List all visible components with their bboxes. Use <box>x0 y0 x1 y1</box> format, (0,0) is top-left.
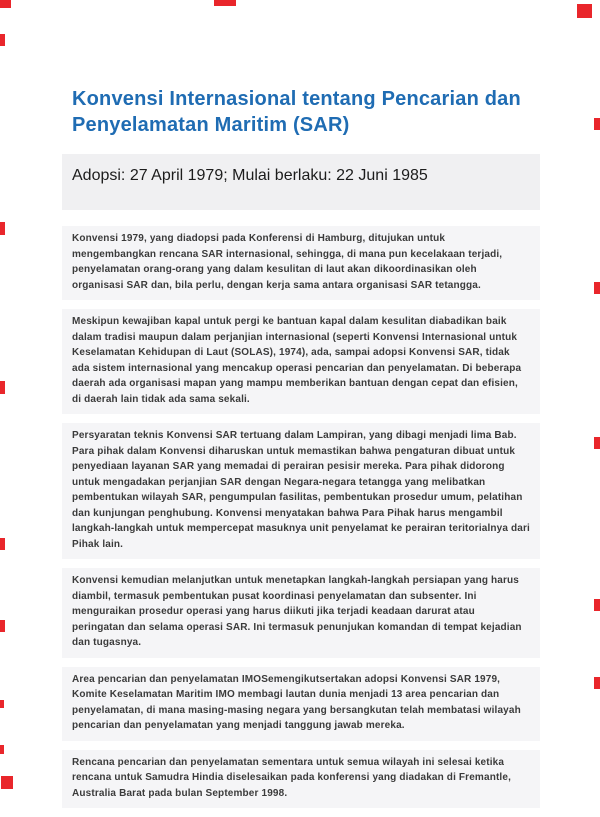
paragraph-4: Konvensi kemudian melanjutkan untuk menetapkan langkah-langkah persiapan yang harus diambil, termasuk pembentukan pusat koordinasi penyelamatan dan subsenter. Ini menguraikan prosedur operasi yang harus diikuti jika terjadi keadaan darurat atau peringatan dan selama operasi SAR. Ini termasuk penunjukan komandan di tempat kejadian dan tugasnya. <box>62 568 540 658</box>
red-edge-mark <box>0 745 4 754</box>
red-edge-mark <box>0 620 5 632</box>
paragraph-6: Rencana pencarian dan penyelamatan sementara untuk semua wilayah ini selesai ketika rencana untuk Samudra Hindia diselesaikan pada konferensi yang diadakan di Fremantle, Australia Barat pada bulan September 1998. <box>62 750 540 809</box>
red-edge-mark <box>0 0 11 8</box>
paragraph-5: Area pencarian dan penyelamatan IMOSemengikutsertakan adopsi Konvensi SAR 1979, Komite Keselamatan Maritim IMO membagi lautan dunia menjadi 13 area pencarian dan penyelamatan, di mana masing-masing negara yang bersangkutan telah membatasi wilayah pencarian dan penyelamatan yang menjadi tanggung jawab mereka. <box>62 667 540 741</box>
article-body <box>62 226 540 808</box>
paragraph-3: Persyaratan teknis Konvensi SAR tertuang dalam Lampiran, yang dibagi menjadi lima Bab. Para pihak dalam Konvensi diharuskan untuk memastikan bahwa pengaturan dibuat untuk penyediaan layanan SAR yang memadai di perairan pesisir mereka. Para pihak didorong untuk mengadakan perjanjian SAR dengan Negara-negara tetangga yang melibatkan pembentukan wilayah SAR, pengumpulan fasilitas, pembentukan prosedur umum, pelatihan dan kunjungan penghubung. Konvensi menyatakan bahwa Para Pihak harus mengambil langkah-langkah untuk mempercepat masuknya unit penyelamat ke perairan teritorialnya dari Pihak lain. <box>62 423 540 559</box>
document-content <box>62 86 540 817</box>
red-edge-mark <box>0 538 5 550</box>
red-edge-mark <box>594 118 600 130</box>
red-edge-mark <box>0 34 5 46</box>
red-edge-mark <box>1 776 13 789</box>
page-title: Konvensi Internasional tentang Pencarian dan Penyelamatan Maritim (SAR) <box>72 88 521 136</box>
adoption-banner: Adopsi: 27 April 1979; Mulai berlaku: 22 Juni 1985 <box>62 154 540 210</box>
red-edge-mark <box>594 282 600 294</box>
red-edge-mark <box>594 599 600 611</box>
red-edge-mark <box>0 700 4 708</box>
red-edge-mark <box>594 437 600 449</box>
red-edge-mark <box>0 222 5 235</box>
red-edge-mark <box>0 381 5 394</box>
red-edge-mark <box>577 4 592 18</box>
red-edge-mark <box>214 0 236 6</box>
paragraph-1: Konvensi 1979, yang diadopsi pada Konferensi di Hamburg, ditujukan untuk mengembangkan rencana SAR internasional, sehingga, di mana pun kecelakaan terjadi, penyelamatan orang-orang yang dalam kesulitan di laut akan dikoordinasikan oleh organisasi SAR dan, bila perlu, dengan kerja sama antara organisasi SAR tetangga. <box>62 226 540 300</box>
paragraph-2: Meskipun kewajiban kapal untuk pergi ke bantuan kapal dalam kesulitan diabadikan baik dalam tradisi maupun dalam perjanjian internasional (seperti Konvensi Internasional untuk Keselamatan Kehidupan di Laut (SOLAS), 1974), ada, sampai adopsi Konvensi SAR, tidak ada sistem internasional yang mencakup operasi pencarian dan penyelamatan. Di beberapa daerah ada organisasi mapan yang mampu memberikan bantuan dengan cepat dan efisien, di daerah lain tidak ada sama sekali. <box>62 309 540 414</box>
red-edge-mark <box>594 677 600 689</box>
